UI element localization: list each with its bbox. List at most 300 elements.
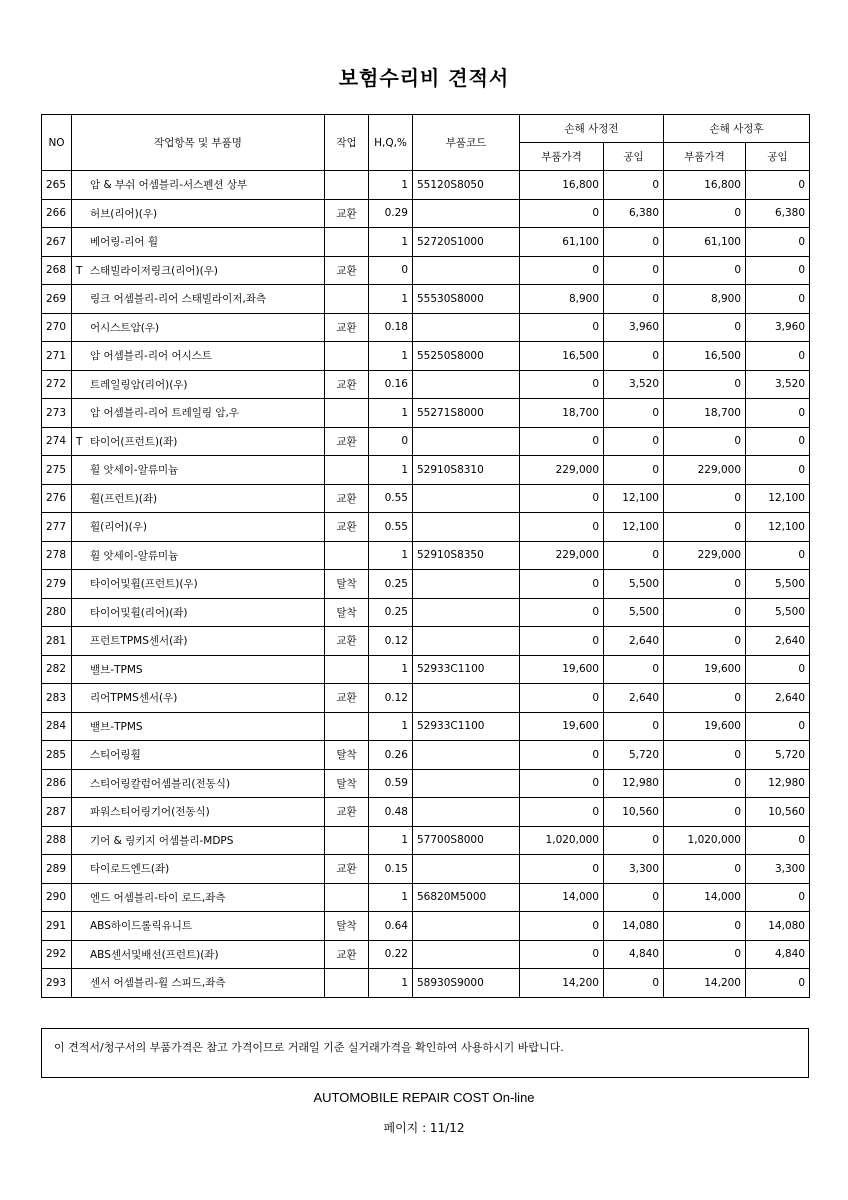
row-item-cell [72, 855, 325, 884]
row-part-code: 55530S8000 [413, 285, 520, 314]
row-item-name: 프런트TPMS센서(좌) [90, 635, 188, 648]
row-work: 교환 [325, 940, 369, 969]
table-row [42, 342, 810, 371]
table-row [42, 228, 810, 257]
row-before-labor: 0 [604, 256, 664, 285]
row-hq: 0 [369, 256, 413, 285]
row-no: 287 [42, 798, 72, 827]
row-work [325, 969, 369, 998]
row-part-code [413, 256, 520, 285]
row-before-part-price: 0 [520, 313, 604, 342]
row-item-cell [72, 969, 325, 998]
row-after-labor: 0 [746, 256, 810, 285]
table-row [42, 798, 810, 827]
row-before-part-price: 61,100 [520, 228, 604, 257]
table-row [42, 484, 810, 513]
row-item-cell [72, 912, 325, 941]
estimate-table [41, 114, 810, 998]
row-before-labor: 2,640 [604, 627, 664, 656]
row-item-name: 휠(프런트)(좌) [90, 492, 158, 505]
row-hq: 1 [369, 285, 413, 314]
row-hq: 1 [369, 171, 413, 200]
row-before-part-price: 18,700 [520, 399, 604, 428]
row-part-code: 57700S8000 [413, 826, 520, 855]
row-item-name: 허브(리어)(우) [90, 207, 158, 220]
row-item-name: ABS센서및배선(프런트)(좌) [90, 948, 219, 961]
table-row [42, 627, 810, 656]
row-part-code: 55120S8050 [413, 171, 520, 200]
row-after-labor: 0 [746, 969, 810, 998]
row-item-name: 타이어및휠(프런트)(우) [90, 578, 198, 591]
row-part-code [413, 769, 520, 798]
row-after-part-price: 61,100 [664, 228, 746, 257]
row-before-part-price: 0 [520, 940, 604, 969]
row-no: 277 [42, 513, 72, 542]
row-part-code: 58930S9000 [413, 969, 520, 998]
row-after-labor: 3,300 [746, 855, 810, 884]
row-after-part-price: 0 [664, 798, 746, 827]
row-before-labor: 14,080 [604, 912, 664, 941]
table-row [42, 712, 810, 741]
table-row [42, 313, 810, 342]
row-item-cell [72, 256, 325, 285]
table-row [42, 370, 810, 399]
row-hq: 0.15 [369, 855, 413, 884]
row-before-part-price: 229,000 [520, 456, 604, 485]
row-after-labor: 12,100 [746, 484, 810, 513]
table-row [42, 826, 810, 855]
row-no: 268 [42, 256, 72, 285]
row-before-labor: 0 [604, 826, 664, 855]
row-hq: 0.64 [369, 912, 413, 941]
table-row [42, 912, 810, 941]
row-no: 288 [42, 826, 72, 855]
row-after-part-price: 0 [664, 370, 746, 399]
row-before-labor: 0 [604, 655, 664, 684]
table-row [42, 171, 810, 200]
row-before-labor: 0 [604, 883, 664, 912]
row-work [325, 285, 369, 314]
row-before-part-price: 1,020,000 [520, 826, 604, 855]
row-item-cell [72, 285, 325, 314]
row-after-labor: 0 [746, 228, 810, 257]
row-item-cell [72, 627, 325, 656]
row-after-labor: 2,640 [746, 627, 810, 656]
row-work [325, 826, 369, 855]
row-after-labor: 3,520 [746, 370, 810, 399]
row-part-code [413, 484, 520, 513]
notice-text: 이 견적서/청구서의 부품가격은 참고 가격이므로 거래일 기준 실거래가격을 확인하여 사용하시기 바랍니다. [54, 1041, 564, 1054]
row-item-cell [72, 798, 325, 827]
row-after-labor: 0 [746, 712, 810, 741]
row-no: 279 [42, 570, 72, 599]
row-hq: 0.48 [369, 798, 413, 827]
row-item-name: 기어 & 링키지 어셈블리-MDPS [90, 834, 234, 847]
row-hq: 0.55 [369, 484, 413, 513]
row-work [325, 171, 369, 200]
row-item-cell [72, 541, 325, 570]
row-no: 278 [42, 541, 72, 570]
header-before-labor: 공임 [604, 143, 664, 171]
row-item-name: 타이어(프런트)(좌) [90, 435, 178, 448]
table-row [42, 199, 810, 228]
row-part-code [413, 940, 520, 969]
row-before-labor: 2,640 [604, 684, 664, 713]
row-after-labor: 0 [746, 427, 810, 456]
row-no: 267 [42, 228, 72, 257]
row-work: 탈착 [325, 741, 369, 770]
row-item-name: 휠(리어)(우) [90, 521, 147, 534]
row-work: 탈착 [325, 769, 369, 798]
row-item-name: 암 어셈블리-리어 어시스트 [90, 350, 213, 363]
row-before-labor: 5,500 [604, 570, 664, 599]
row-part-code [413, 627, 520, 656]
row-after-labor: 0 [746, 541, 810, 570]
row-before-labor: 0 [604, 171, 664, 200]
row-item-name: 밸브-TPMS [90, 663, 143, 676]
row-item-cell [72, 399, 325, 428]
row-before-part-price: 8,900 [520, 285, 604, 314]
row-item-cell [72, 655, 325, 684]
row-hq: 0.12 [369, 627, 413, 656]
row-hq: 0.55 [369, 513, 413, 542]
row-after-part-price: 0 [664, 570, 746, 599]
row-after-labor: 5,500 [746, 598, 810, 627]
row-before-part-price: 0 [520, 627, 604, 656]
row-after-labor: 10,560 [746, 798, 810, 827]
row-after-part-price: 8,900 [664, 285, 746, 314]
row-part-code [413, 199, 520, 228]
row-work: 탈착 [325, 570, 369, 599]
row-after-labor: 0 [746, 285, 810, 314]
row-before-labor: 10,560 [604, 798, 664, 827]
row-after-part-price: 0 [664, 627, 746, 656]
row-no: 276 [42, 484, 72, 513]
row-before-labor: 0 [604, 399, 664, 428]
row-item-name: 어시스트암(우) [90, 321, 160, 334]
row-after-labor: 2,640 [746, 684, 810, 713]
row-part-code: 55250S8000 [413, 342, 520, 371]
row-item-cell [72, 513, 325, 542]
row-work: 교환 [325, 627, 369, 656]
row-after-part-price: 0 [664, 769, 746, 798]
row-part-code [413, 513, 520, 542]
row-work: 교환 [325, 370, 369, 399]
row-before-part-price: 0 [520, 912, 604, 941]
row-hq: 0.25 [369, 598, 413, 627]
row-mark: T [76, 264, 83, 277]
row-before-labor: 0 [604, 427, 664, 456]
row-before-labor: 6,380 [604, 199, 664, 228]
row-before-labor: 4,840 [604, 940, 664, 969]
row-after-part-price: 229,000 [664, 541, 746, 570]
row-before-part-price: 229,000 [520, 541, 604, 570]
row-hq: 1 [369, 228, 413, 257]
header-code: 부품코드 [413, 115, 520, 171]
row-hq: 1 [369, 712, 413, 741]
row-after-part-price: 0 [664, 313, 746, 342]
row-part-code: 52910S8310 [413, 456, 520, 485]
row-work [325, 655, 369, 684]
row-no: 282 [42, 655, 72, 684]
row-before-labor: 0 [604, 342, 664, 371]
row-part-code [413, 684, 520, 713]
row-no: 274 [42, 427, 72, 456]
row-work [325, 712, 369, 741]
table-row [42, 513, 810, 542]
row-work: 교환 [325, 484, 369, 513]
header-after-part-price: 부품가격 [664, 143, 746, 171]
page-number: 페이지 : 11/12 [383, 1121, 465, 1135]
row-after-labor: 12,100 [746, 513, 810, 542]
row-item-name: 타이어및휠(리어)(좌) [90, 606, 188, 619]
row-item-cell [72, 598, 325, 627]
row-no: 266 [42, 199, 72, 228]
row-after-part-price: 18,700 [664, 399, 746, 428]
row-no: 271 [42, 342, 72, 371]
row-before-part-price: 19,600 [520, 712, 604, 741]
row-part-code: 52720S1000 [413, 228, 520, 257]
table-row [42, 598, 810, 627]
row-item-name: 타이로드엔드(좌) [90, 863, 170, 876]
table-row [42, 427, 810, 456]
row-before-part-price: 14,200 [520, 969, 604, 998]
row-before-part-price: 0 [520, 855, 604, 884]
row-item-name: 센서 어셈블리-휠 스피드,좌측 [90, 977, 226, 990]
row-before-labor: 0 [604, 969, 664, 998]
row-before-labor: 3,960 [604, 313, 664, 342]
row-no: 285 [42, 741, 72, 770]
row-item-cell [72, 456, 325, 485]
row-work: 교환 [325, 427, 369, 456]
header-work: 작업 [325, 115, 369, 171]
row-after-part-price: 16,800 [664, 171, 746, 200]
row-no: 292 [42, 940, 72, 969]
row-no: 275 [42, 456, 72, 485]
row-item-name: 휠 앗세이-알류미늄 [90, 549, 179, 562]
table-row [42, 541, 810, 570]
row-part-code [413, 741, 520, 770]
row-before-labor: 3,520 [604, 370, 664, 399]
row-after-part-price: 14,000 [664, 883, 746, 912]
row-after-labor: 0 [746, 399, 810, 428]
row-work: 교환 [325, 199, 369, 228]
table-row [42, 684, 810, 713]
row-after-labor: 0 [746, 883, 810, 912]
row-no: 286 [42, 769, 72, 798]
row-part-code [413, 313, 520, 342]
row-part-code: 56820M5000 [413, 883, 520, 912]
table-row [42, 285, 810, 314]
header-before-part-price: 부품가격 [520, 143, 604, 171]
row-item-name: 암 어셈블리-리어 트레일링 암,우 [90, 407, 239, 420]
row-item-name: 링크 어셈블리-리어 스태빌라이저,좌측 [90, 293, 267, 306]
row-no: 291 [42, 912, 72, 941]
row-mark: T [76, 435, 83, 448]
row-hq: 0.16 [369, 370, 413, 399]
row-before-labor: 12,100 [604, 513, 664, 542]
row-after-labor: 0 [746, 826, 810, 855]
row-after-labor: 3,960 [746, 313, 810, 342]
row-before-part-price: 14,000 [520, 883, 604, 912]
row-part-code: 52933C1100 [413, 712, 520, 741]
row-no: 283 [42, 684, 72, 713]
row-hq: 0.59 [369, 769, 413, 798]
row-before-labor: 0 [604, 285, 664, 314]
row-work: 탈착 [325, 598, 369, 627]
table-row [42, 883, 810, 912]
document-title: 보험수리비 견적서 [338, 66, 510, 90]
row-work: 교환 [325, 256, 369, 285]
table-header [42, 115, 810, 171]
row-item-name: 암 & 부쉬 어셈블리-서스펜션 상부 [90, 179, 248, 192]
header-item: 작업항목 및 부품명 [72, 115, 325, 171]
row-before-part-price: 0 [520, 427, 604, 456]
notice-box [41, 1028, 809, 1078]
row-hq: 1 [369, 969, 413, 998]
table-row [42, 655, 810, 684]
row-before-labor: 12,980 [604, 769, 664, 798]
row-after-labor: 5,720 [746, 741, 810, 770]
row-work [325, 541, 369, 570]
row-no: 290 [42, 883, 72, 912]
row-item-name: 밸브-TPMS [90, 720, 143, 733]
row-no: 280 [42, 598, 72, 627]
table-row [42, 570, 810, 599]
row-work: 탈착 [325, 912, 369, 941]
row-before-part-price: 0 [520, 256, 604, 285]
row-item-cell [72, 570, 325, 599]
row-before-labor: 5,720 [604, 741, 664, 770]
row-item-cell [72, 826, 325, 855]
table-row [42, 940, 810, 969]
table-row [42, 769, 810, 798]
row-item-cell [72, 741, 325, 770]
row-item-name: 스티어링휠 [90, 749, 141, 762]
footer-text: AUTOMOBILE REPAIR COST On-line [313, 1090, 535, 1105]
row-part-code: 55271S8000 [413, 399, 520, 428]
row-after-part-price: 0 [664, 427, 746, 456]
row-hq: 1 [369, 541, 413, 570]
row-after-part-price: 16,500 [664, 342, 746, 371]
row-before-labor: 12,100 [604, 484, 664, 513]
row-no: 273 [42, 399, 72, 428]
header-before: 손해 사정전 [520, 115, 664, 143]
row-item-name: 트레일링암(리어)(우) [90, 378, 188, 391]
row-item-name: 파워스티어링기어(전동식) [90, 806, 210, 819]
row-after-part-price: 0 [664, 741, 746, 770]
row-before-part-price: 0 [520, 684, 604, 713]
row-after-part-price: 19,600 [664, 655, 746, 684]
row-work [325, 228, 369, 257]
row-after-part-price: 0 [664, 684, 746, 713]
row-no: 270 [42, 313, 72, 342]
row-no: 272 [42, 370, 72, 399]
row-hq: 1 [369, 456, 413, 485]
row-after-labor: 5,500 [746, 570, 810, 599]
row-before-labor: 0 [604, 456, 664, 485]
row-before-labor: 3,300 [604, 855, 664, 884]
header-after-labor: 공임 [746, 143, 810, 171]
row-item-name: 리어TPMS센서(우) [90, 692, 178, 705]
row-before-labor: 0 [604, 712, 664, 741]
row-after-labor: 0 [746, 456, 810, 485]
row-after-labor: 12,980 [746, 769, 810, 798]
row-after-part-price: 0 [664, 199, 746, 228]
row-part-code [413, 370, 520, 399]
row-hq: 0.18 [369, 313, 413, 342]
row-item-name: 엔드 어셈블리-타이 로드,좌측 [90, 891, 226, 904]
row-item-name: ABS하이드롤릭유니트 [90, 920, 193, 933]
row-item-name: 휠 앗세이-알류미늄 [90, 464, 179, 477]
row-item-cell [72, 427, 325, 456]
row-after-labor: 0 [746, 342, 810, 371]
row-part-code: 52933C1100 [413, 655, 520, 684]
header-no: NO [42, 115, 72, 171]
row-before-part-price: 0 [520, 370, 604, 399]
row-after-part-price: 0 [664, 484, 746, 513]
row-before-part-price: 0 [520, 741, 604, 770]
row-item-cell [72, 228, 325, 257]
row-work: 교환 [325, 684, 369, 713]
row-after-part-price: 0 [664, 912, 746, 941]
row-hq: 0.22 [369, 940, 413, 969]
row-before-labor: 0 [604, 228, 664, 257]
row-item-name: 베어링-리어 휠 [90, 236, 158, 249]
row-part-code [413, 598, 520, 627]
row-item-cell [72, 370, 325, 399]
table-row [42, 456, 810, 485]
row-hq: 0.29 [369, 199, 413, 228]
row-after-part-price: 229,000 [664, 456, 746, 485]
row-item-cell [72, 769, 325, 798]
table-row [42, 399, 810, 428]
row-hq: 1 [369, 883, 413, 912]
table-row [42, 741, 810, 770]
row-before-part-price: 0 [520, 598, 604, 627]
row-part-code [413, 912, 520, 941]
row-after-part-price: 0 [664, 598, 746, 627]
row-before-labor: 0 [604, 541, 664, 570]
row-before-part-price: 19,600 [520, 655, 604, 684]
row-hq: 0.25 [369, 570, 413, 599]
row-part-code [413, 570, 520, 599]
row-work [325, 399, 369, 428]
row-work: 교환 [325, 855, 369, 884]
row-hq: 1 [369, 399, 413, 428]
row-item-name: 스태빌라이저링크(리어)(우) [90, 264, 218, 277]
table-row [42, 855, 810, 884]
row-item-name: 스티어링칼럼어셈블리(전동식) [90, 777, 231, 790]
table-body [42, 171, 810, 998]
row-work [325, 456, 369, 485]
row-after-part-price: 19,600 [664, 712, 746, 741]
row-after-part-price: 14,200 [664, 969, 746, 998]
row-item-cell [72, 484, 325, 513]
row-work [325, 883, 369, 912]
row-part-code [413, 427, 520, 456]
header-after: 손해 사정후 [664, 115, 810, 143]
row-before-part-price: 0 [520, 484, 604, 513]
row-no: 265 [42, 171, 72, 200]
row-after-part-price: 0 [664, 256, 746, 285]
row-after-labor: 0 [746, 655, 810, 684]
row-before-part-price: 0 [520, 798, 604, 827]
row-no: 284 [42, 712, 72, 741]
row-item-cell [72, 313, 325, 342]
row-item-cell [72, 883, 325, 912]
row-after-labor: 14,080 [746, 912, 810, 941]
